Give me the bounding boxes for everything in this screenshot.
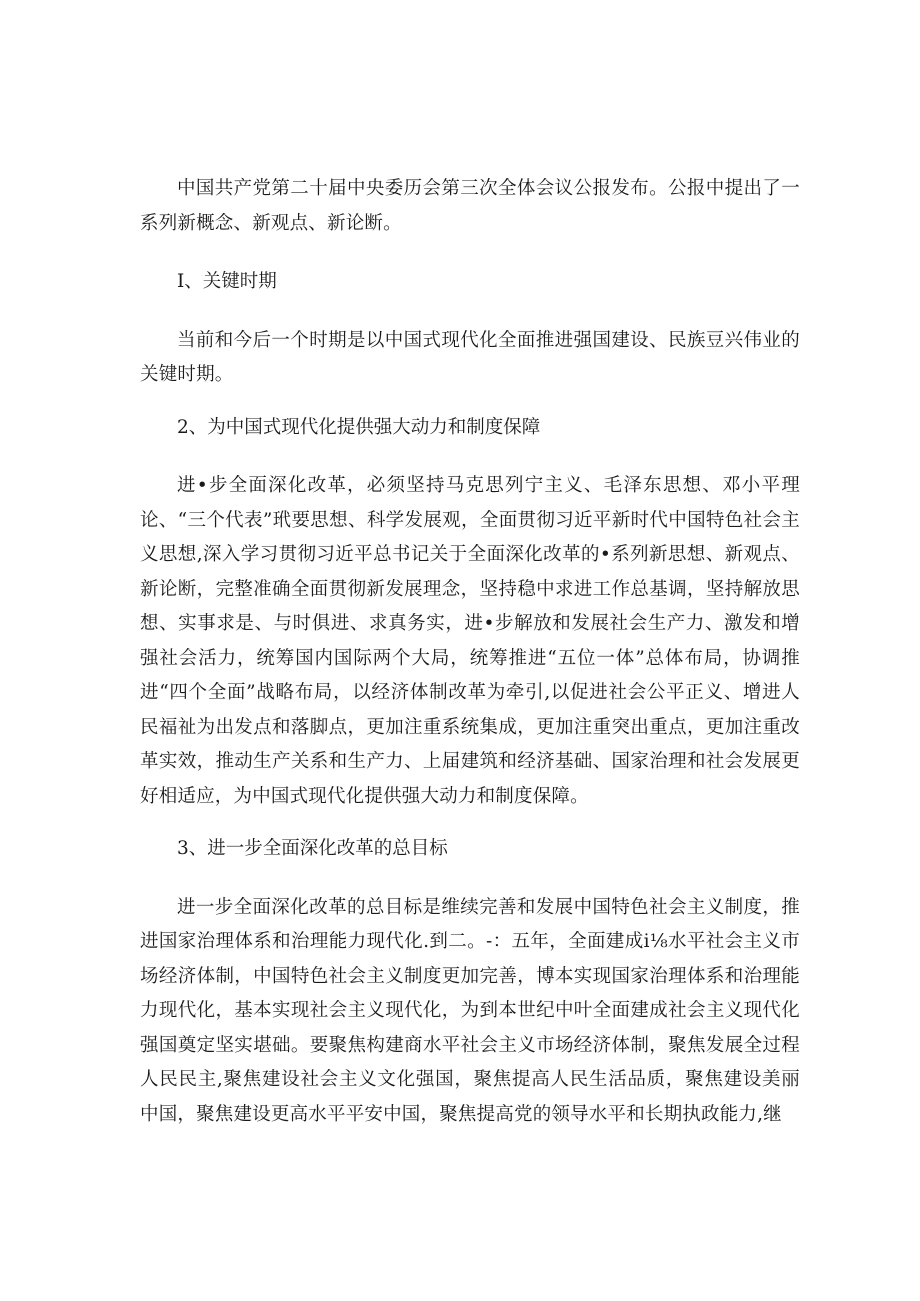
document-body — [140, 172, 800, 1132]
intro-paragraph: 中国共产党第二十届中央委历会第三次全体会议公报发布。公报中提出了一系列新概念、新观点、新论断。 — [140, 178, 800, 234]
section-2-paragraph: 进•步全面深化改革，必须坚持马克思列宁主义、毛泽东思想、邓小平理论、“三个代表”玳要思想、科学发展观，全面贯彻习近平新时代中国特色社会主义思想,深入学习贯彻习近平总书记关于全面深化改革的•系列新思想、新观点、新论断，完整准确全面贯彻新发展理念，坚持稳中求进工作总基调，坚持解放思想、实事求是、与时俱进、求真务实，进•步解放和发展社会生产力、激发和增强社会活力，统筹国内国际两个大局，统筹推进“五位一体”总体布局，协调推进“四个全面”战略布局，以经济体制改革为牵引,以促进社会公平正义、增进人民福祉为出发点和落脚点，更加注重系统集成，更加注重突出重点，更加注重改革实效，推动生产关系和生产力、上届建筑和经济基础、国家治理和社会发展更好相适应，为中国式现代化提供强大动力和制度保障。 — [140, 475, 800, 807]
section-3-paragraph: 进一步全面深化改革的总目标是维续完善和发展中国特色社会主义制度，推进国家治理体系和治理能力现代化.到二。-：五年，全面建成i⅛水平社会主义市场经济体制，中国特色社会主义制度更加完善，博本实现国家治理体系和治理能力现代化，基本实现社会主义现代化，为到本世纪中叶全面建成社会主义现代化强国奠定坚实堪础。要聚焦构建商水平社会主义市场经济体制，聚焦发展全过程人民民主,聚焦建设社会主义文化强国，聚焦提高人民生活品质，聚焦建设美丽中国，聚焦建设更高水平平安中国，聚焦提高党的领导水平和长期执政能力,继 — [140, 896, 800, 1125]
section-3-heading: 3、进一步全面深化改革的总目标 — [177, 838, 448, 859]
section-1-heading: I、关键时期 — [177, 271, 277, 292]
section-1-paragraph: 当前和今后一个时期是以中国式现代化全面推进强国建设、民族豆兴伟业的关键时期。 — [140, 329, 800, 385]
section-2-heading: 2、为中国式现代化提供强大动力和制度保障 — [177, 416, 541, 438]
